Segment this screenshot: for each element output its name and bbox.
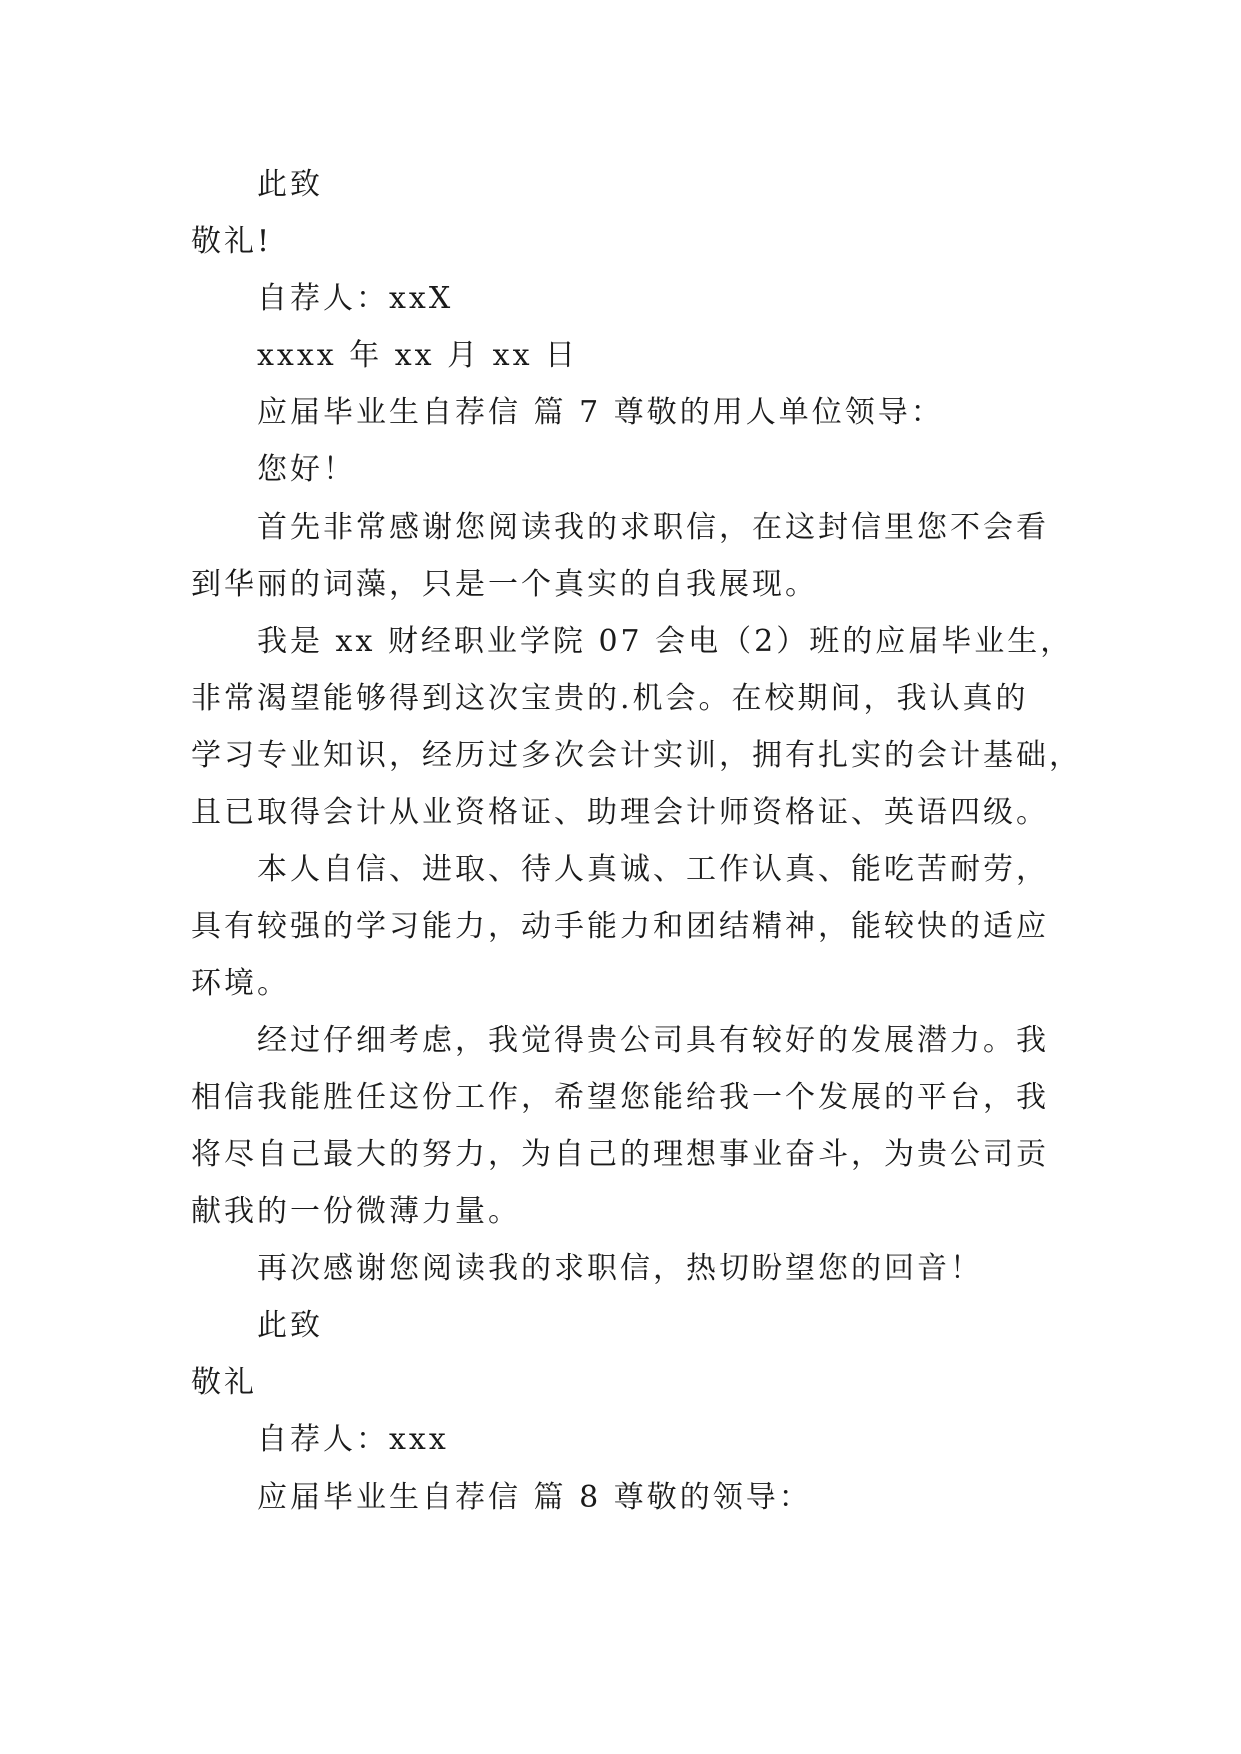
paragraph-line: 经过仔细考虑，我觉得贵公司具有较好的发展潜力。我 bbox=[257, 1023, 1049, 1058]
paragraph-line: 首先非常感谢您阅读我的求职信，在这封信里您不会看 bbox=[257, 510, 1049, 545]
paragraph-line: 再次感谢您阅读我的求职信，热切盼望您的回音！ bbox=[257, 1251, 983, 1286]
paragraph-line: 非常渴望能够得到这次宝贵的.机会。在校期间，我认真的 bbox=[191, 681, 1029, 716]
closing-respect: 敬礼 bbox=[191, 1365, 257, 1400]
paragraph-line: 我是 xx 财经职业学院 07 会电（2）班的应届毕业生， bbox=[257, 624, 1074, 659]
paragraph-line: 将尽自己最大的努力，为自己的理想事业奋斗，为贵公司贡 bbox=[191, 1137, 1049, 1172]
paragraph-line: 献我的一份微薄力量。 bbox=[191, 1194, 521, 1229]
section-heading-8: 应届毕业生自荐信 篇 8 尊敬的领导： bbox=[257, 1480, 812, 1515]
date-line: xxxx 年 xx 月 xx 日 bbox=[257, 338, 579, 373]
closing-salutation: 此致 bbox=[257, 167, 323, 202]
paragraph-line: 到华丽的词藻，只是一个真实的自我展现。 bbox=[191, 567, 818, 602]
paragraph-line: 相信我能胜任这份工作，希望您能给我一个发展的平台，我 bbox=[191, 1080, 1049, 1115]
closing-respect: 敬礼! bbox=[191, 224, 273, 259]
paragraph-line: 具有较强的学习能力，动手能力和团结精神，能较快的适应 bbox=[191, 909, 1049, 944]
paragraph-line: 本人自信、进取、待人真诚、工作认真、能吃苦耐劳， bbox=[257, 852, 1049, 887]
signature-line: 自荐人：xxx bbox=[257, 1422, 449, 1457]
greeting: 您好！ bbox=[257, 452, 356, 487]
signature-line: 自荐人：xxX bbox=[257, 281, 454, 316]
section-heading-7: 应届毕业生自荐信 篇 7 尊敬的用人单位领导： bbox=[257, 395, 944, 430]
paragraph-line: 且已取得会计从业资格证、助理会计师资格证、英语四级。 bbox=[191, 795, 1049, 830]
paragraph-line: 环境。 bbox=[191, 966, 290, 1001]
paragraph-line: 学习专业知识，经历过多次会计实训，拥有扎实的会计基础， bbox=[191, 738, 1082, 773]
closing-salutation: 此致 bbox=[257, 1308, 323, 1343]
